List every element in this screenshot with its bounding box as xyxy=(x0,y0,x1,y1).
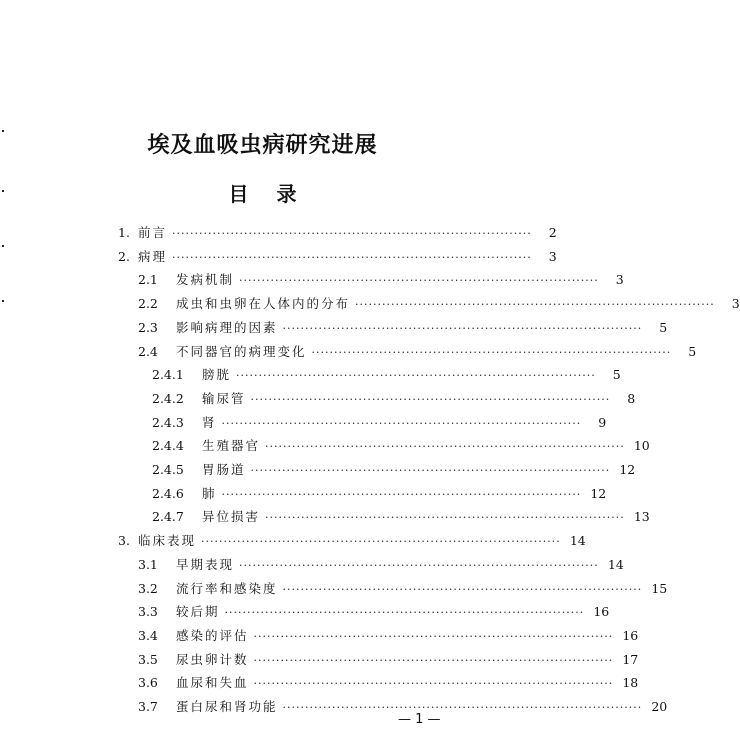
toc-entry-number: 2.4.5 xyxy=(152,462,184,477)
toc-entry-label: 异位损害 xyxy=(202,509,261,525)
toc-entry-number: 3.2 xyxy=(138,580,158,596)
toc-entry[interactable] xyxy=(138,293,740,315)
toc-entry-page: 5 xyxy=(688,343,697,359)
toc-entry-label: 肾 xyxy=(202,414,217,430)
margin-mark xyxy=(2,245,4,247)
toc-entry-page: 3 xyxy=(731,296,740,312)
toc-entry-label: 胃肠道 xyxy=(202,462,246,477)
toc-entry-page: 15 xyxy=(651,580,668,596)
toc-dot-leader: ················································································ xyxy=(221,487,582,501)
toc-dot-leader: ················································································ xyxy=(253,629,614,643)
toc-dot-leader: ················································································ xyxy=(311,345,672,359)
toc-entry-label: 肺 xyxy=(202,485,217,501)
margin-mark xyxy=(2,300,4,302)
toc-entry-label: 不同器官的病理变化 xyxy=(176,343,307,359)
toc-entry[interactable] xyxy=(152,483,607,505)
page-number-footer: — 1 — xyxy=(398,712,441,727)
toc-entry[interactable] xyxy=(118,246,557,268)
toc-entry-number: 3.5 xyxy=(138,651,158,667)
toc-entry-label: 发病机制 xyxy=(176,272,235,288)
toc-entry-number: 2.4.2 xyxy=(152,390,184,406)
toc-entry-page: 3 xyxy=(548,248,557,264)
toc-entry-number: 2.4 xyxy=(138,343,158,359)
toc-dot-leader: ················································································ xyxy=(282,582,643,596)
toc-entry-page: 10 xyxy=(633,438,650,454)
toc-dot-leader: ················································································ xyxy=(221,416,582,430)
toc-entry[interactable] xyxy=(152,506,650,528)
toc-entry-number: 2. xyxy=(118,248,130,264)
toc-entry-page: 8 xyxy=(627,390,636,406)
toc-entry[interactable] xyxy=(138,649,639,671)
toc-entry[interactable] xyxy=(138,601,610,623)
toc-entry-label: 较后期 xyxy=(176,604,220,620)
toc-entry-page: 16 xyxy=(593,604,610,620)
toc-dot-leader: ················································································ xyxy=(355,298,715,312)
toc-entry[interactable] xyxy=(152,388,636,410)
toc-entry-page: 9 xyxy=(598,414,607,430)
toc-entry-label: 感染的评估 xyxy=(176,627,249,643)
toc-entry-label: 输尿管 xyxy=(202,390,246,406)
document-title: 埃及血吸虫病研究进展 xyxy=(147,132,378,158)
toc-entry[interactable] xyxy=(138,696,668,718)
toc-dot-leader: ················································································ xyxy=(224,606,585,620)
toc-entry[interactable] xyxy=(138,578,668,600)
toc-entry[interactable] xyxy=(152,435,650,457)
toc-entry-label: 蛋白尿和肾功能 xyxy=(176,699,278,714)
toc-entry-page: 2 xyxy=(548,225,557,240)
toc-entry-page: 5 xyxy=(659,319,668,335)
toc-dot-leader: ················································································ xyxy=(236,369,596,383)
toc-entry-number: 2.4.4 xyxy=(152,438,184,454)
toc-entry[interactable] xyxy=(152,459,636,481)
toc-entry[interactable] xyxy=(118,222,557,244)
toc-entry[interactable] xyxy=(152,412,607,434)
toc-entry-number: 3.6 xyxy=(138,675,158,691)
toc-entry-number: 2.4.1 xyxy=(152,367,184,383)
toc-entry-number: 1. xyxy=(118,225,130,240)
toc-entry-page: 12 xyxy=(590,485,607,501)
toc-entry-number: 2.3 xyxy=(138,319,158,335)
toc-entry[interactable] xyxy=(138,672,639,694)
toc-dot-leader: ················································································ xyxy=(239,274,599,288)
toc-dot-leader: ················································································ xyxy=(265,511,625,525)
toc-entry-number: 2.4.7 xyxy=(152,509,184,525)
toc-entry[interactable] xyxy=(152,364,621,386)
toc-entry-label: 前言 xyxy=(138,225,168,240)
toc-entry[interactable] xyxy=(138,341,697,363)
toc-heading: 目录 xyxy=(228,182,325,206)
toc-dot-leader: ················································································ xyxy=(250,464,611,477)
toc-dot-leader: ················································································ xyxy=(201,535,561,549)
toc-entry-label: 临床表现 xyxy=(138,533,197,549)
toc-dot-leader: ················································································ xyxy=(265,440,625,454)
toc-dot-leader: ················································································ xyxy=(250,392,611,406)
toc-entry-label: 病理 xyxy=(138,248,168,264)
toc-entry-number: 3.3 xyxy=(138,604,158,620)
toc-entry-page: 13 xyxy=(633,509,650,525)
toc-entry-page: 20 xyxy=(651,699,668,714)
toc-entry-label: 尿虫卵计数 xyxy=(176,651,249,667)
toc-entry-label: 膀胱 xyxy=(202,367,232,383)
toc-entry-page: 3 xyxy=(615,272,624,288)
toc-entry-number: 2.4.6 xyxy=(152,485,184,501)
toc-entry-label: 流行率和感染度 xyxy=(176,580,278,596)
toc-entry-label: 影响病理的因素 xyxy=(176,319,278,335)
toc-entry-page: 18 xyxy=(622,675,639,691)
toc-entry-label: 血尿和失血 xyxy=(176,675,249,691)
toc-dot-leader: ················································································ xyxy=(239,558,599,572)
toc-entry-number: 3.1 xyxy=(138,556,158,572)
toc-entry-label: 成虫和虫卵在人体内的分布 xyxy=(176,296,351,312)
toc-entry-number: 2.2 xyxy=(138,296,158,312)
toc-entry-number: 2.1 xyxy=(138,272,158,288)
toc-entry-page: 12 xyxy=(619,462,636,477)
toc-entry[interactable] xyxy=(138,317,668,339)
toc-entry-page: 5 xyxy=(612,367,621,383)
toc-entry-page: 14 xyxy=(569,533,586,549)
toc-dot-leader: ················································································ xyxy=(282,321,643,335)
toc-entry-label: 早期表现 xyxy=(176,556,235,572)
toc-entry-page: 17 xyxy=(622,651,639,667)
toc-dot-leader: ················································································ xyxy=(172,227,532,240)
toc-entry-number: 3.7 xyxy=(138,699,158,714)
toc-entry[interactable] xyxy=(138,554,624,576)
toc-entry[interactable] xyxy=(138,269,624,291)
toc-entry-label: 生殖器官 xyxy=(202,438,261,454)
toc-dot-leader: ················································································ xyxy=(282,701,643,714)
toc-entry-number: 3.4 xyxy=(138,627,158,643)
toc-entry-number: 2.4.3 xyxy=(152,414,184,430)
toc-entry-page: 16 xyxy=(622,627,639,643)
toc-entry-page: 14 xyxy=(607,556,624,572)
toc-entry[interactable] xyxy=(118,530,586,552)
toc-entry-number: 3. xyxy=(118,533,130,549)
toc-dot-leader: ················································································ xyxy=(253,653,614,667)
toc-dot-leader: ················································································ xyxy=(253,677,614,691)
toc-entry[interactable] xyxy=(138,625,639,647)
toc-dot-leader: ················································································ xyxy=(172,250,532,264)
